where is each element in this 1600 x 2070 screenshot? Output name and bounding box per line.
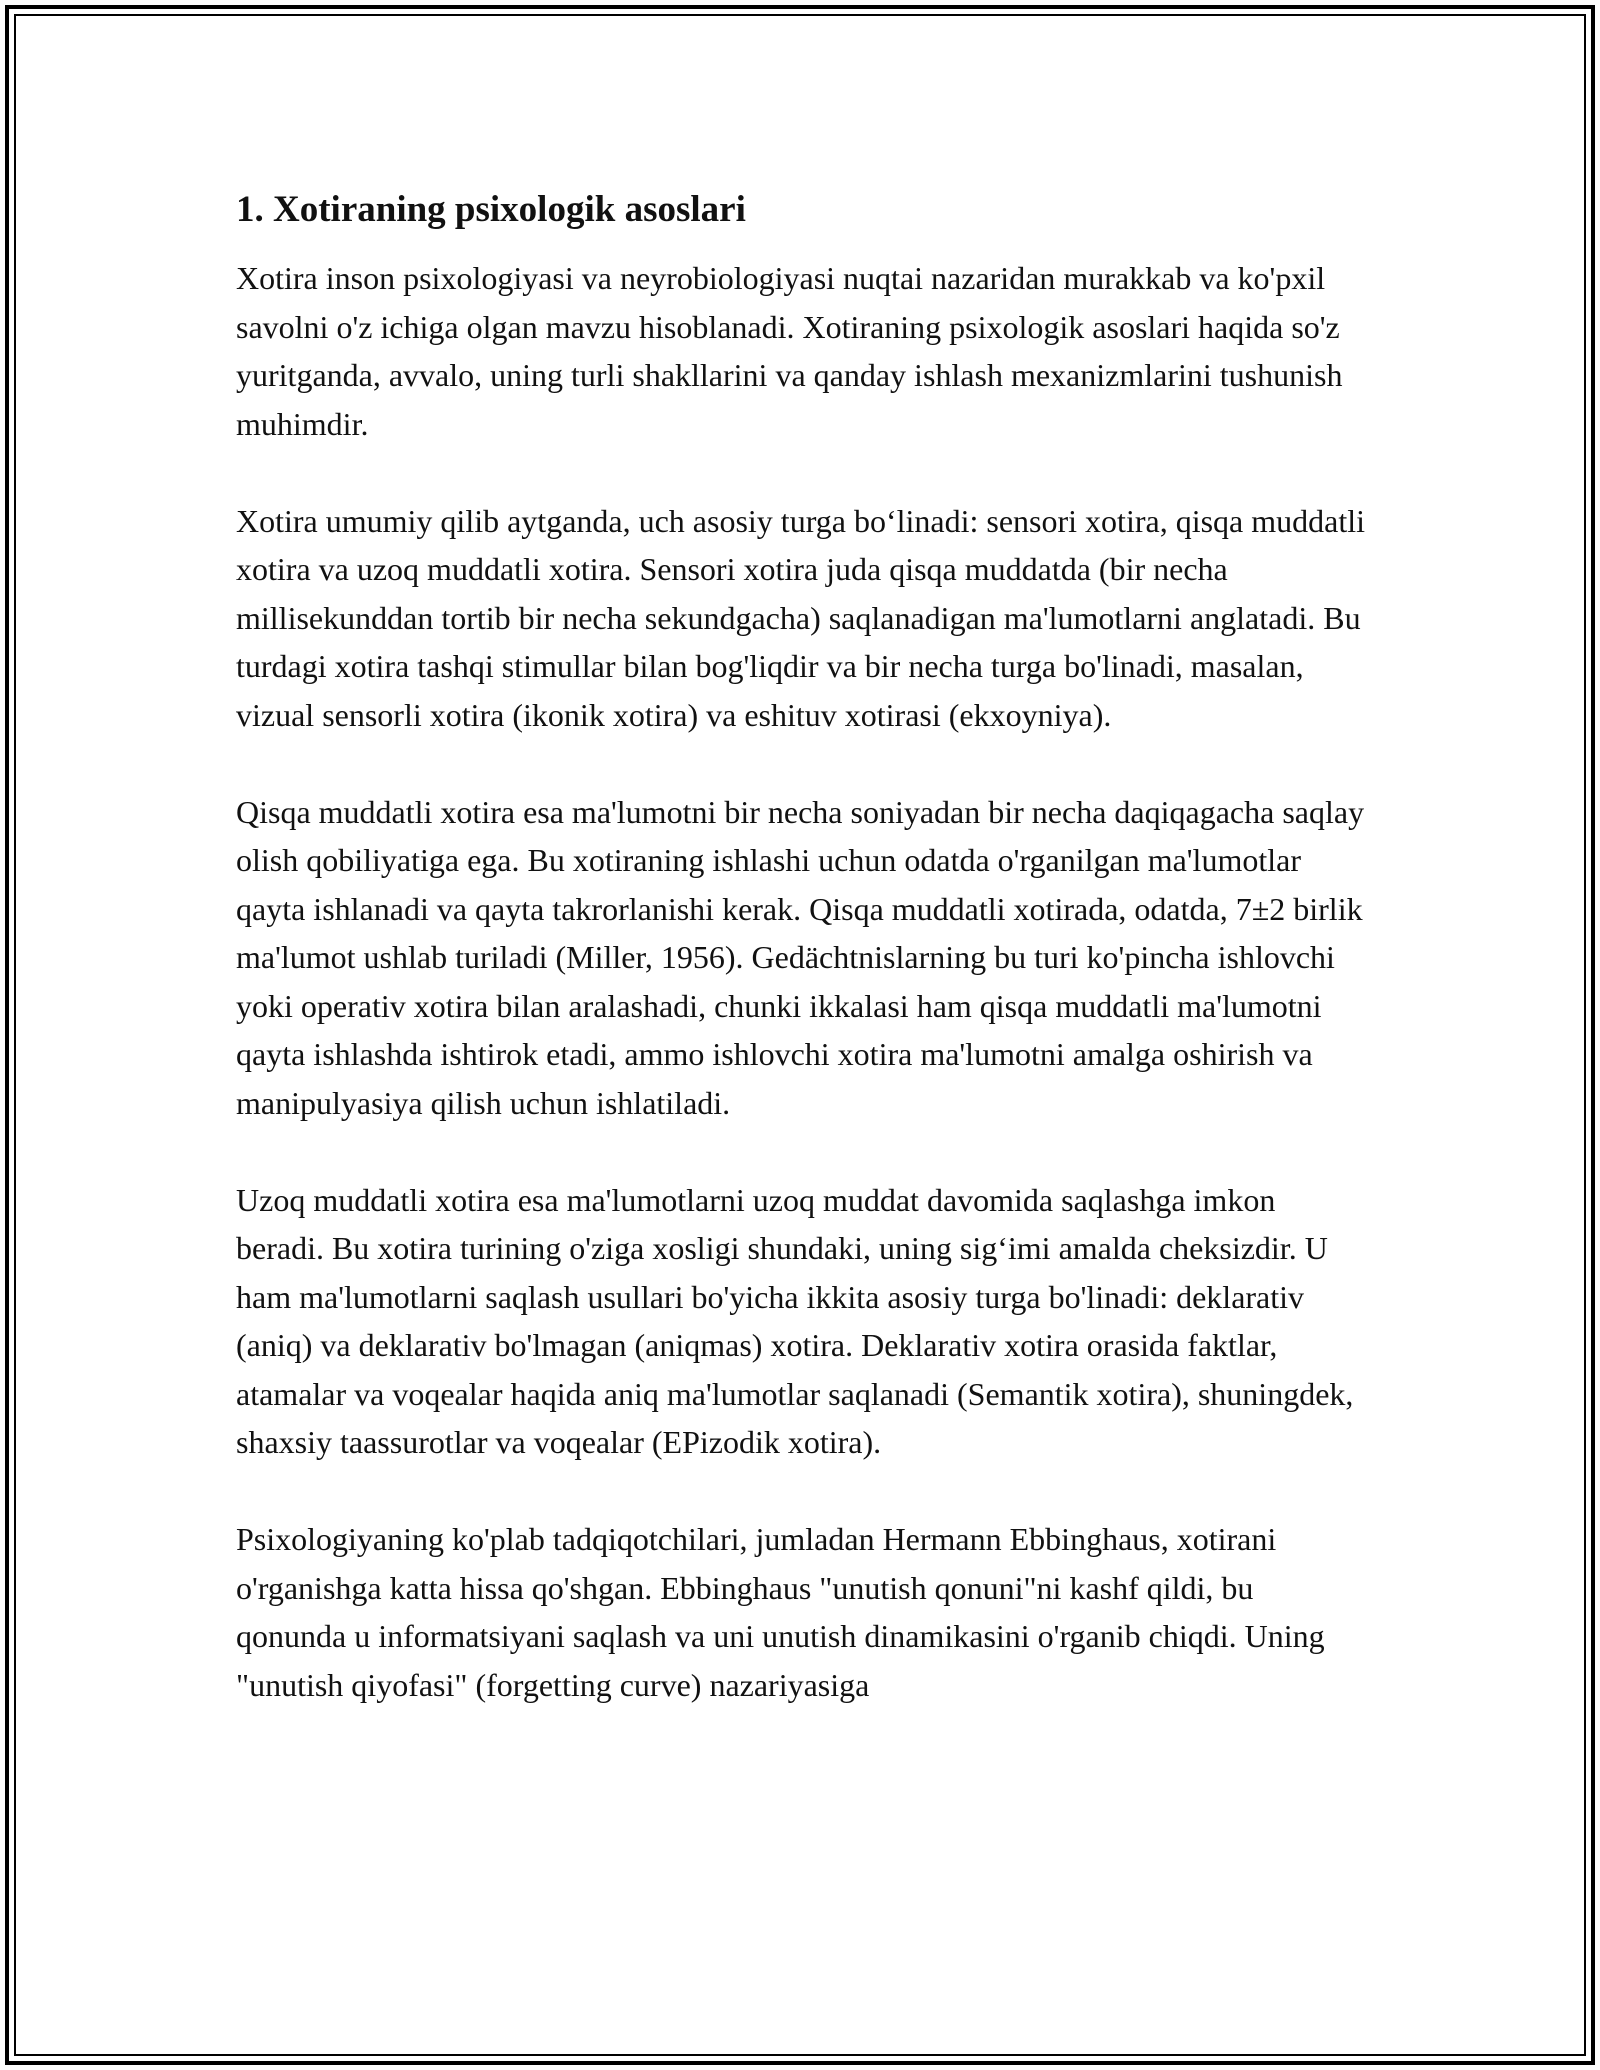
document-body xyxy=(236,186,1371,1758)
paragraph-short-term-memory: Qisqa muddatli xotira esa ma'lumotni bir necha soniyadan bir necha daqiqagacha saqlay olish qobiliyatiga ega. Bu xotiraning ishlashi uchun odatda o'rganilgan ma'lumotlar qayta ishlanadi va qayta takrorlanishi kerak. Qisqa muddatli xotirada, odatda, 7±2 birlik ma'lumot ushlab turiladi (Miller, 1956). Gedächtnislarning bu turi ko'pincha ishlovchi yoki operativ xotira bilan aralashadi, chunki ikkalasi ham qisqa muddatli ma'lumotni qayta ishlashda ishtirok etadi, ammo ishlovchi xotira ma'lumotni amalga oshirish va manipulyasiya qilish uchun ishlatiladi. xyxy=(236,793,1365,1121)
paragraph-long-term-memory: Uzoq muddatli xotira esa ma'lumotlarni uzoq muddat davomida saqlashga imkon beradi. Bu xotira turining o'ziga xosligi shundaki, uning sig‘imi amalda cheksizdir. U ham ma'lumotlarni saqlash usullari bo'yicha ikkita asosiy turga bo'linadi: deklarativ (aniq) va deklarativ bo'lmagan (aniqmas) xotira. Deklarativ xotira orasida faktlar, atamalar va voqealar haqida aniq ma'lumotlar saqlanadi (Semantik xotira), shuningdek, shaxsiy taassurotlar va voqealar (EPizodik xotira). xyxy=(236,1181,1354,1460)
paragraph-ebbinghaus: Psixologiyaning ko'plab tadqiqotchilari, jumladan Hermann Ebbinghaus, xotirani o'rganishga katta hissa qo'shgan. Ebbinghaus "unutish qonuni"ni kashf qildi, bu qonunda u informatsiyani saqlash va uni unutish dinamikasini o'rganib chiqdi. Uning "unutish qiyofasi" (forgetting curve) nazariyasiga xyxy=(236,1521,1325,1703)
section-heading: 1. Xotiraning psixologik asoslari xyxy=(236,189,746,230)
paragraph-memory-types: Xotira umumiy qilib aytganda, uch asosiy turga bo‘linadi: sensori xotira, qisqa muddatli xotira va uzoq muddatli xotira. Sensori xotira juda qisqa muddatda (bir necha millisekunddan tortib bir necha sekundgacha) saqlanadigan ma'lumotlarni anglatadi. Bu turdagi xotira tashqi stimullar bilan bog'liqdir va bir necha turga bo'linadi, masalan, vizual sensorli xotira (ikonik xotira) va eshituv xotirasi (ekxoyniya). xyxy=(236,502,1365,733)
paragraph-intro: Xotira inson psixologiyasi va neyrobiologiyasi nuqtai nazaridan murakkab va ko'pxil savolni o'z ichiga olgan mavzu hisoblanadi. Xotiraning psixologik asoslari haqida so'z yuritganda, avvalo, uning turli shakllarini va qanday ishlash mexanizmlarini tushunish muhimdir. xyxy=(236,260,1343,442)
